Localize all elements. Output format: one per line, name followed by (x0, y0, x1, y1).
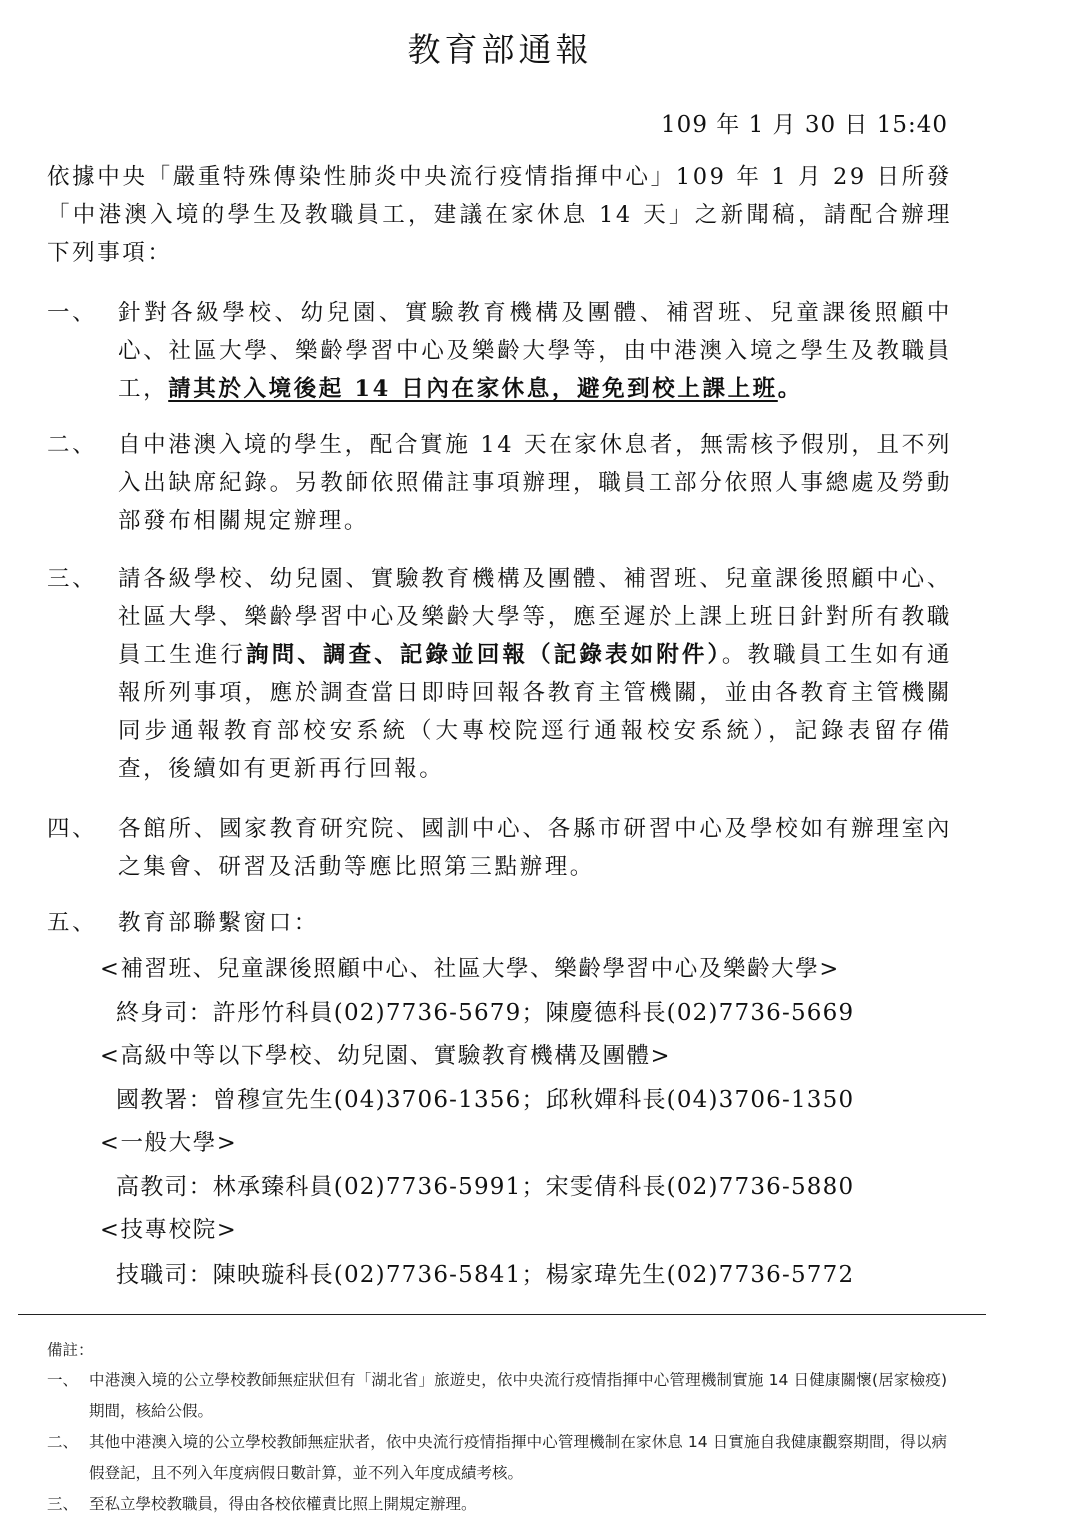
list-item-4 (47, 810, 952, 886)
item-text: 針對各級學校、幼兒園、實驗教育機構及團體、補習班、兒童課後照顧中心、社區大學、樂齡學習中心及樂齡大學等，由中港澳入境之學生及教職員工，請其於入境後起 14 日內在家休息，避免到校上課上班。 (118, 300, 952, 402)
item-number: 五、 (47, 910, 98, 936)
contact-group-label: <技專校院> (100, 1217, 238, 1243)
item-text: 教育部聯繫窗口： (118, 910, 319, 936)
contact-line: 技職司：陳映璇科長(02)7736-5841；楊家瑋先生(02)7736-5772 (116, 1262, 855, 1288)
list-item-2 (47, 426, 952, 540)
list-item-5 (47, 904, 952, 942)
item-text: 請各級學校、幼兒園、實驗教育機構及團體、補習班、兒童課後照顧中心、社區大學、樂齡學習中心及樂齡大學等，應至遲於上課上班日針對所有教職員工生進行詢問、調查、記錄並回報（記錄表如附件）。教職員工生如有通報所列事項，應於調查當日即時回報各教育主管機關，並由各教育主管機關同步通報教育部校安系統（大專校院逕行通報校安系統），記錄表留存備查，後續如有更新再行回報。 (118, 566, 952, 782)
document-title: 教育部通報 (407, 30, 593, 69)
note-text: 中港澳入境的公立學校教師無症狀但有「湖北省」旅遊史，依中央流行疫情指揮中心管理機制實施 14 日健康關懷(居家檢疫)期間，核給公假。 (89, 1371, 947, 1420)
item-number: 一、 (47, 300, 98, 326)
note-text: 至私立學校教職員，得由各校依權責比照上開規定辦理。 (89, 1495, 477, 1513)
item-number: 四、 (47, 816, 98, 842)
item-number: 三、 (47, 566, 98, 592)
note-number: 一、 (47, 1371, 79, 1389)
contact-group-label: <一般大學> (100, 1130, 238, 1156)
contact-line: 終身司：許彤竹科員(02)7736-5679；陳慶德科長(02)7736-5669 (116, 1000, 855, 1026)
contact-line: 高教司：林承臻科員(02)7736-5991；宋雯倩科長(02)7736-5880 (116, 1174, 855, 1200)
intro-paragraph: 依據中央「嚴重特殊傳染性肺炎中央流行疫情指揮中心」109 年 1 月 29 日所發「中港澳入境的學生及教職員工，建議在家休息 14 天」之新聞稿，請配合辦理下列事項： (47, 164, 952, 266)
notes-heading: 備註： (47, 1341, 94, 1359)
emphasis-underlined: 請其於入境後起 14 日內在家休息，避免到校上課上班 (168, 376, 778, 402)
note-number: 三、 (47, 1495, 79, 1513)
contact-group-label: <高級中等以下學校、幼兒園、實驗教育機構及團體> (100, 1043, 672, 1069)
list-item-1 (47, 294, 952, 408)
item-text: 各館所、國家教育研究院、國訓中心、各縣市研習中心及學校如有辦理室內之集會、研習及活動等應比照第三點辦理。 (118, 816, 952, 880)
emphasis-bold: 詢問、調查、記錄並回報（記錄表如附件） (246, 642, 722, 668)
footnote-divider (18, 1314, 986, 1315)
note-item-3 (47, 1489, 947, 1520)
item-number: 二、 (47, 432, 98, 458)
contact-line: 國教署：曾穆宣先生(04)3706-1356；邱秋嬋科長(04)3706-1350 (116, 1087, 855, 1113)
note-text: 其他中港澳入境的公立學校教師無症狀者，依中央流行疫情指揮中心管理機制在家休息 14 日實施自我健康觀察期間，得以病假登記，且不列入年度病假日數計算，並不列入年度成績考核。 (89, 1433, 947, 1482)
note-item-2 (47, 1427, 947, 1489)
list-item-3 (47, 560, 952, 788)
document-date: 109 年 1 月 30 日 15:40 (661, 112, 948, 138)
item-text: 自中港澳入境的學生，配合實施 14 天在家休息者，無需核予假別，且不列入出缺席紀錄。另教師依照備註事項辦理，職員工部分依照人事總處及勞動部發布相關規定辦理。 (118, 432, 952, 534)
note-number: 二、 (47, 1433, 79, 1451)
contact-group-label: <補習班、兒童課後照顧中心、社區大學、樂齡學習中心及樂齡大學> (100, 956, 840, 982)
note-item-1 (47, 1365, 947, 1427)
